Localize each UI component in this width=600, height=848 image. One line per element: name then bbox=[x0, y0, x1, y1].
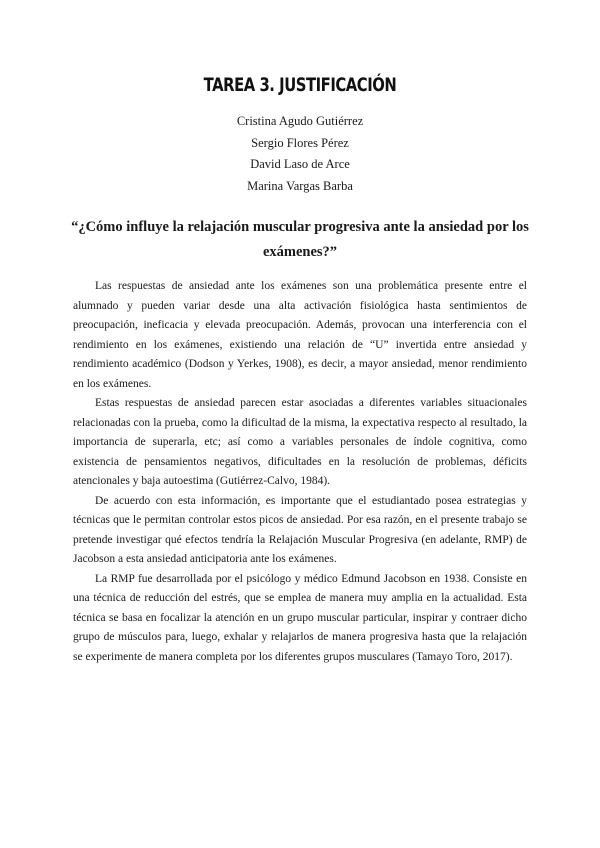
author-name: David Laso de Arce bbox=[250, 157, 350, 171]
author-name: Cristina Agudo Gutiérrez bbox=[236, 114, 364, 128]
paragraph: De acuerdo con esta información, es importante que el estudiantado posea estrategias y técnicas que le permitan controlar estos picos de ansiedad. Por esa razón, en el presente trabajo se pretende investigar qué efectos tendría la Relajación Muscular Progresiva (en adelante, RMP) de Jacobson a esta ansiedad anticipatoria ante los exámenes. bbox=[73, 494, 527, 565]
author-name: Sergio Flores Pérez bbox=[251, 135, 349, 150]
research-question: “¿Cómo influye la relajación muscular progresiva ante la ansiedad por los exámenes?” bbox=[71, 219, 529, 260]
body-text bbox=[73, 277, 527, 667]
document-title: TAREA 3. JUSTIFICACIÓN bbox=[203, 74, 397, 96]
paragraph: Estas respuestas de ansiedad parecen estar asociadas a diferentes variables situacionales relacionadas con la prueba, como la dificultad de la misma, la expectativa respecto al resultado, la importancia de superarla, etc; así como a variables personales de índole cognitiva, como existencia de pensamientos negativos, dificultades en la resolución de problemas, déficits atencionales y baja autoestima (Gutiérrez-Calvo, 1984). bbox=[73, 397, 527, 487]
author-list bbox=[0, 111, 600, 197]
paragraph: Las respuestas de ansiedad ante los exámenes son una problemática presente entre el alumnado y pueden variar desde una alta activación fisiológica hasta sentimientos de preocupación, ineficacia y elevada preocupación. Además, provocan una interferencia con el rendimiento en los exámenes, existiendo una relación de “U” invertida entre ansiedad y rendimiento académico (Dodson y Yerkes, 1908), es decir, a mayor ansiedad, menor rendimiento en los exámenes. bbox=[73, 280, 527, 390]
author-name: Marina Vargas Barba bbox=[247, 178, 353, 193]
paragraph: La RMP fue desarrollada por el psicólogo y médico Edmund Jacobson en 1938. Consiste en una técnica de reducción del estrés, que se emplea de manera muy amplia en la actualidad. Esta técnica se basa en focalizar la atención en un grupo muscular particular, inspirar y contraer dicho grupo de músculos para, luego, exhalar y relajarlos de manera progresiva hasta que la relajación se experimente de manera completa por los diferentes grupos musculares (Tamayo Toro, 2017). bbox=[73, 572, 527, 663]
